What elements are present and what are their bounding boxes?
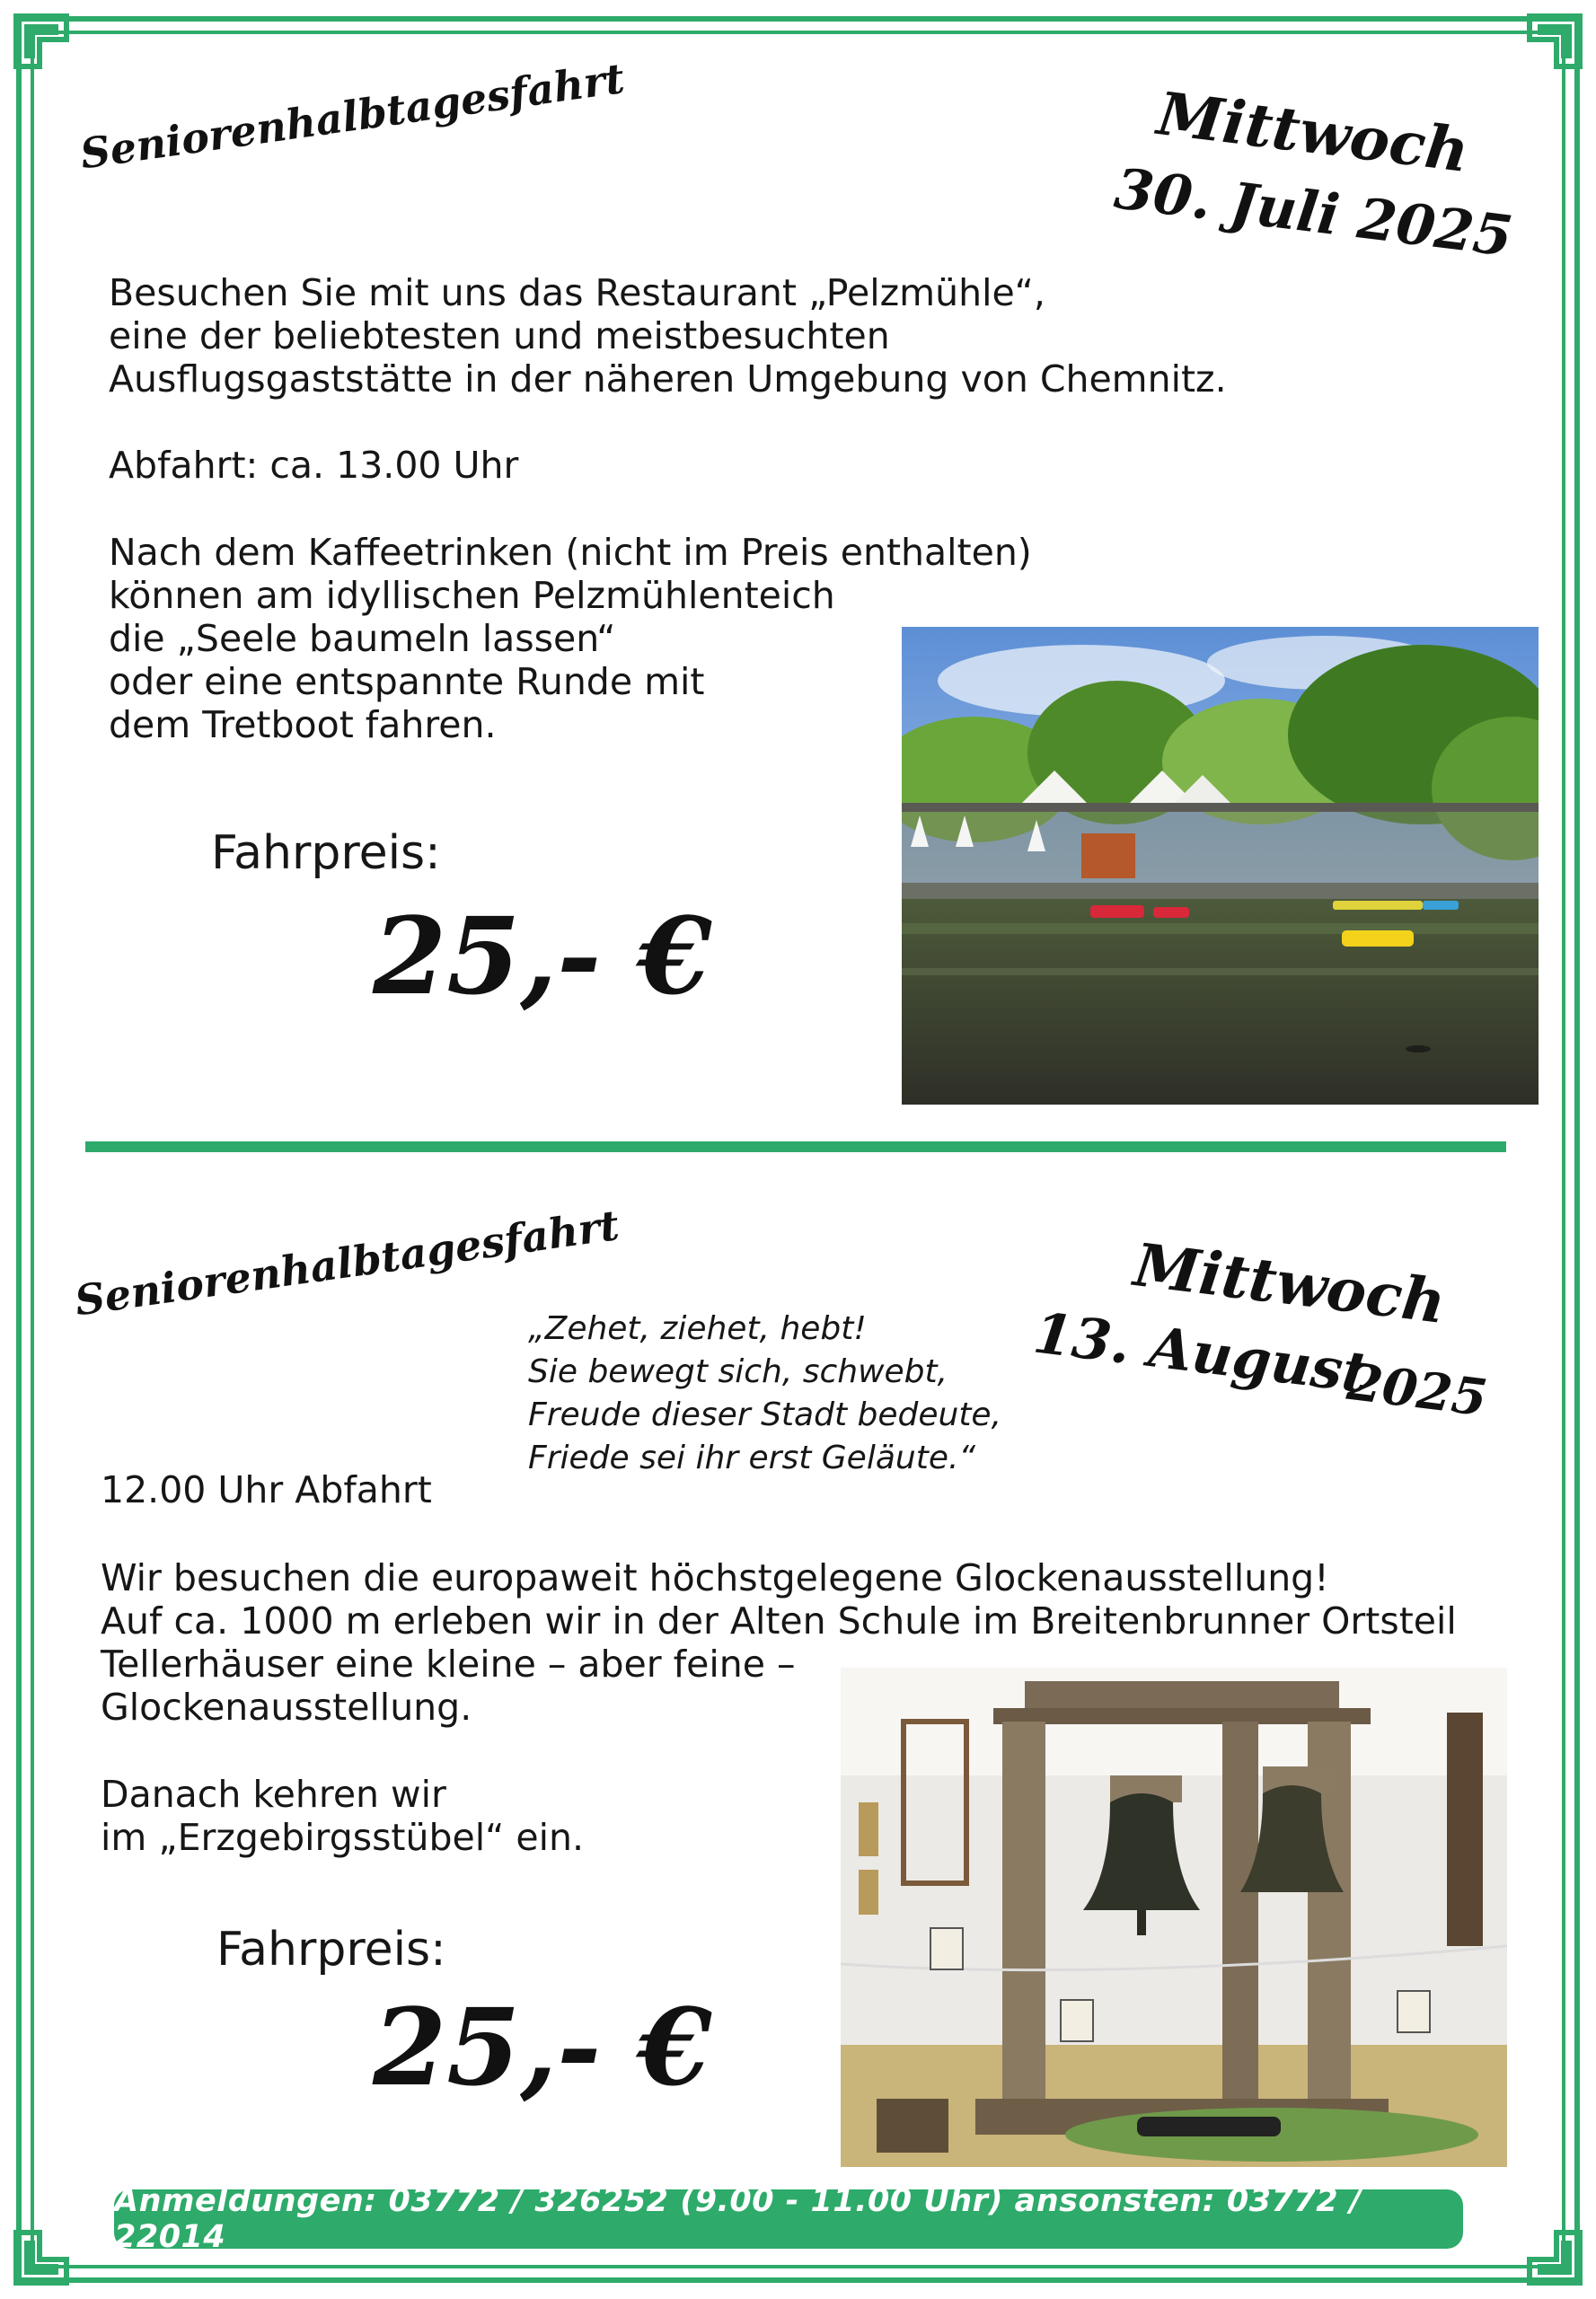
- registration-bar: [114, 2183, 1463, 2255]
- event2-date-year: 2025: [1344, 1352, 1491, 1429]
- event1-date: 30. Juli 2025: [1111, 155, 1516, 269]
- event2-price-label: Fahrpreis:: [216, 1923, 446, 1977]
- bell-exhibition-illustration: [841, 1668, 1507, 2167]
- corner-ornament-top-left: [13, 13, 75, 75]
- corner-ornament-bottom-left: [13, 2224, 75, 2286]
- event2-departure: 12.00 Uhr Abfahrt: [101, 1468, 432, 1511]
- event2-weekday: Mittwoch: [1130, 1229, 1450, 1337]
- event1-price-label: Fahrpreis:: [211, 826, 441, 880]
- pelzmuehle-lake-illustration: [902, 627, 1539, 1105]
- event2-price: 25,- €: [373, 1985, 712, 2110]
- bell-exhibition-photo: [841, 1668, 1507, 2167]
- corner-ornament-top-right: [1521, 13, 1583, 75]
- registration-text: Anmeldungen: 03772 / 326252 (9.00 - 11.00 Uhr) ansonsten: 03772 / 22014: [114, 2183, 1362, 2255]
- section-divider: [85, 1141, 1506, 1152]
- event1-heading: Seniorenhalbtagesfahrt: [77, 53, 628, 179]
- event1-description: Besuchen Sie mit uns das Restaurant „Pelzmühle“, eine der beliebtesten und meistbesuchten Ausflugsgaststätte in der näheren Umgebung von Chemnitz.: [109, 271, 1227, 401]
- event2-date-day-month: 13. August: [1029, 1299, 1372, 1406]
- event1-price: 25,- €: [373, 894, 712, 1018]
- event2-quote: „Zehet, ziehet, hebt! Sie bewegt sich, schwebt, Freude dieser Stadt bedeute, Friede sei ihr erst Geläute.“: [528, 1310, 1002, 1476]
- event1-weekday: Mittwoch: [1153, 78, 1473, 186]
- event2-heading: Seniorenhalbtagesfahrt: [72, 1200, 622, 1326]
- event1-activity: Nach dem Kaffeetrinken (nicht im Preis enthalten) können am idyllischen Pelzmühlenteich die „Seele baumeln lassen“ oder eine entspannte Runde mit dem Tretboot fahren.: [109, 531, 1032, 746]
- event1-departure: Abfahrt: ca. 13.00 Uhr: [109, 444, 519, 487]
- event2-stop: Danach kehren wir im „Erzgebirgsstübel“ ein.: [101, 1773, 585, 1859]
- corner-ornament-bottom-right: [1521, 2224, 1583, 2286]
- pelzmuehle-lake-photo: [902, 627, 1539, 1105]
- event2-description: Wir besuchen die europaweit höchstgelegene Glockenausstellung! Auf ca. 1000 m erleben wir in der Alten Schule im Breitenbrunner Ortsteil Tellerhäuser eine kleine – aber feine – Glockenausstellung.: [101, 1556, 1457, 1729]
